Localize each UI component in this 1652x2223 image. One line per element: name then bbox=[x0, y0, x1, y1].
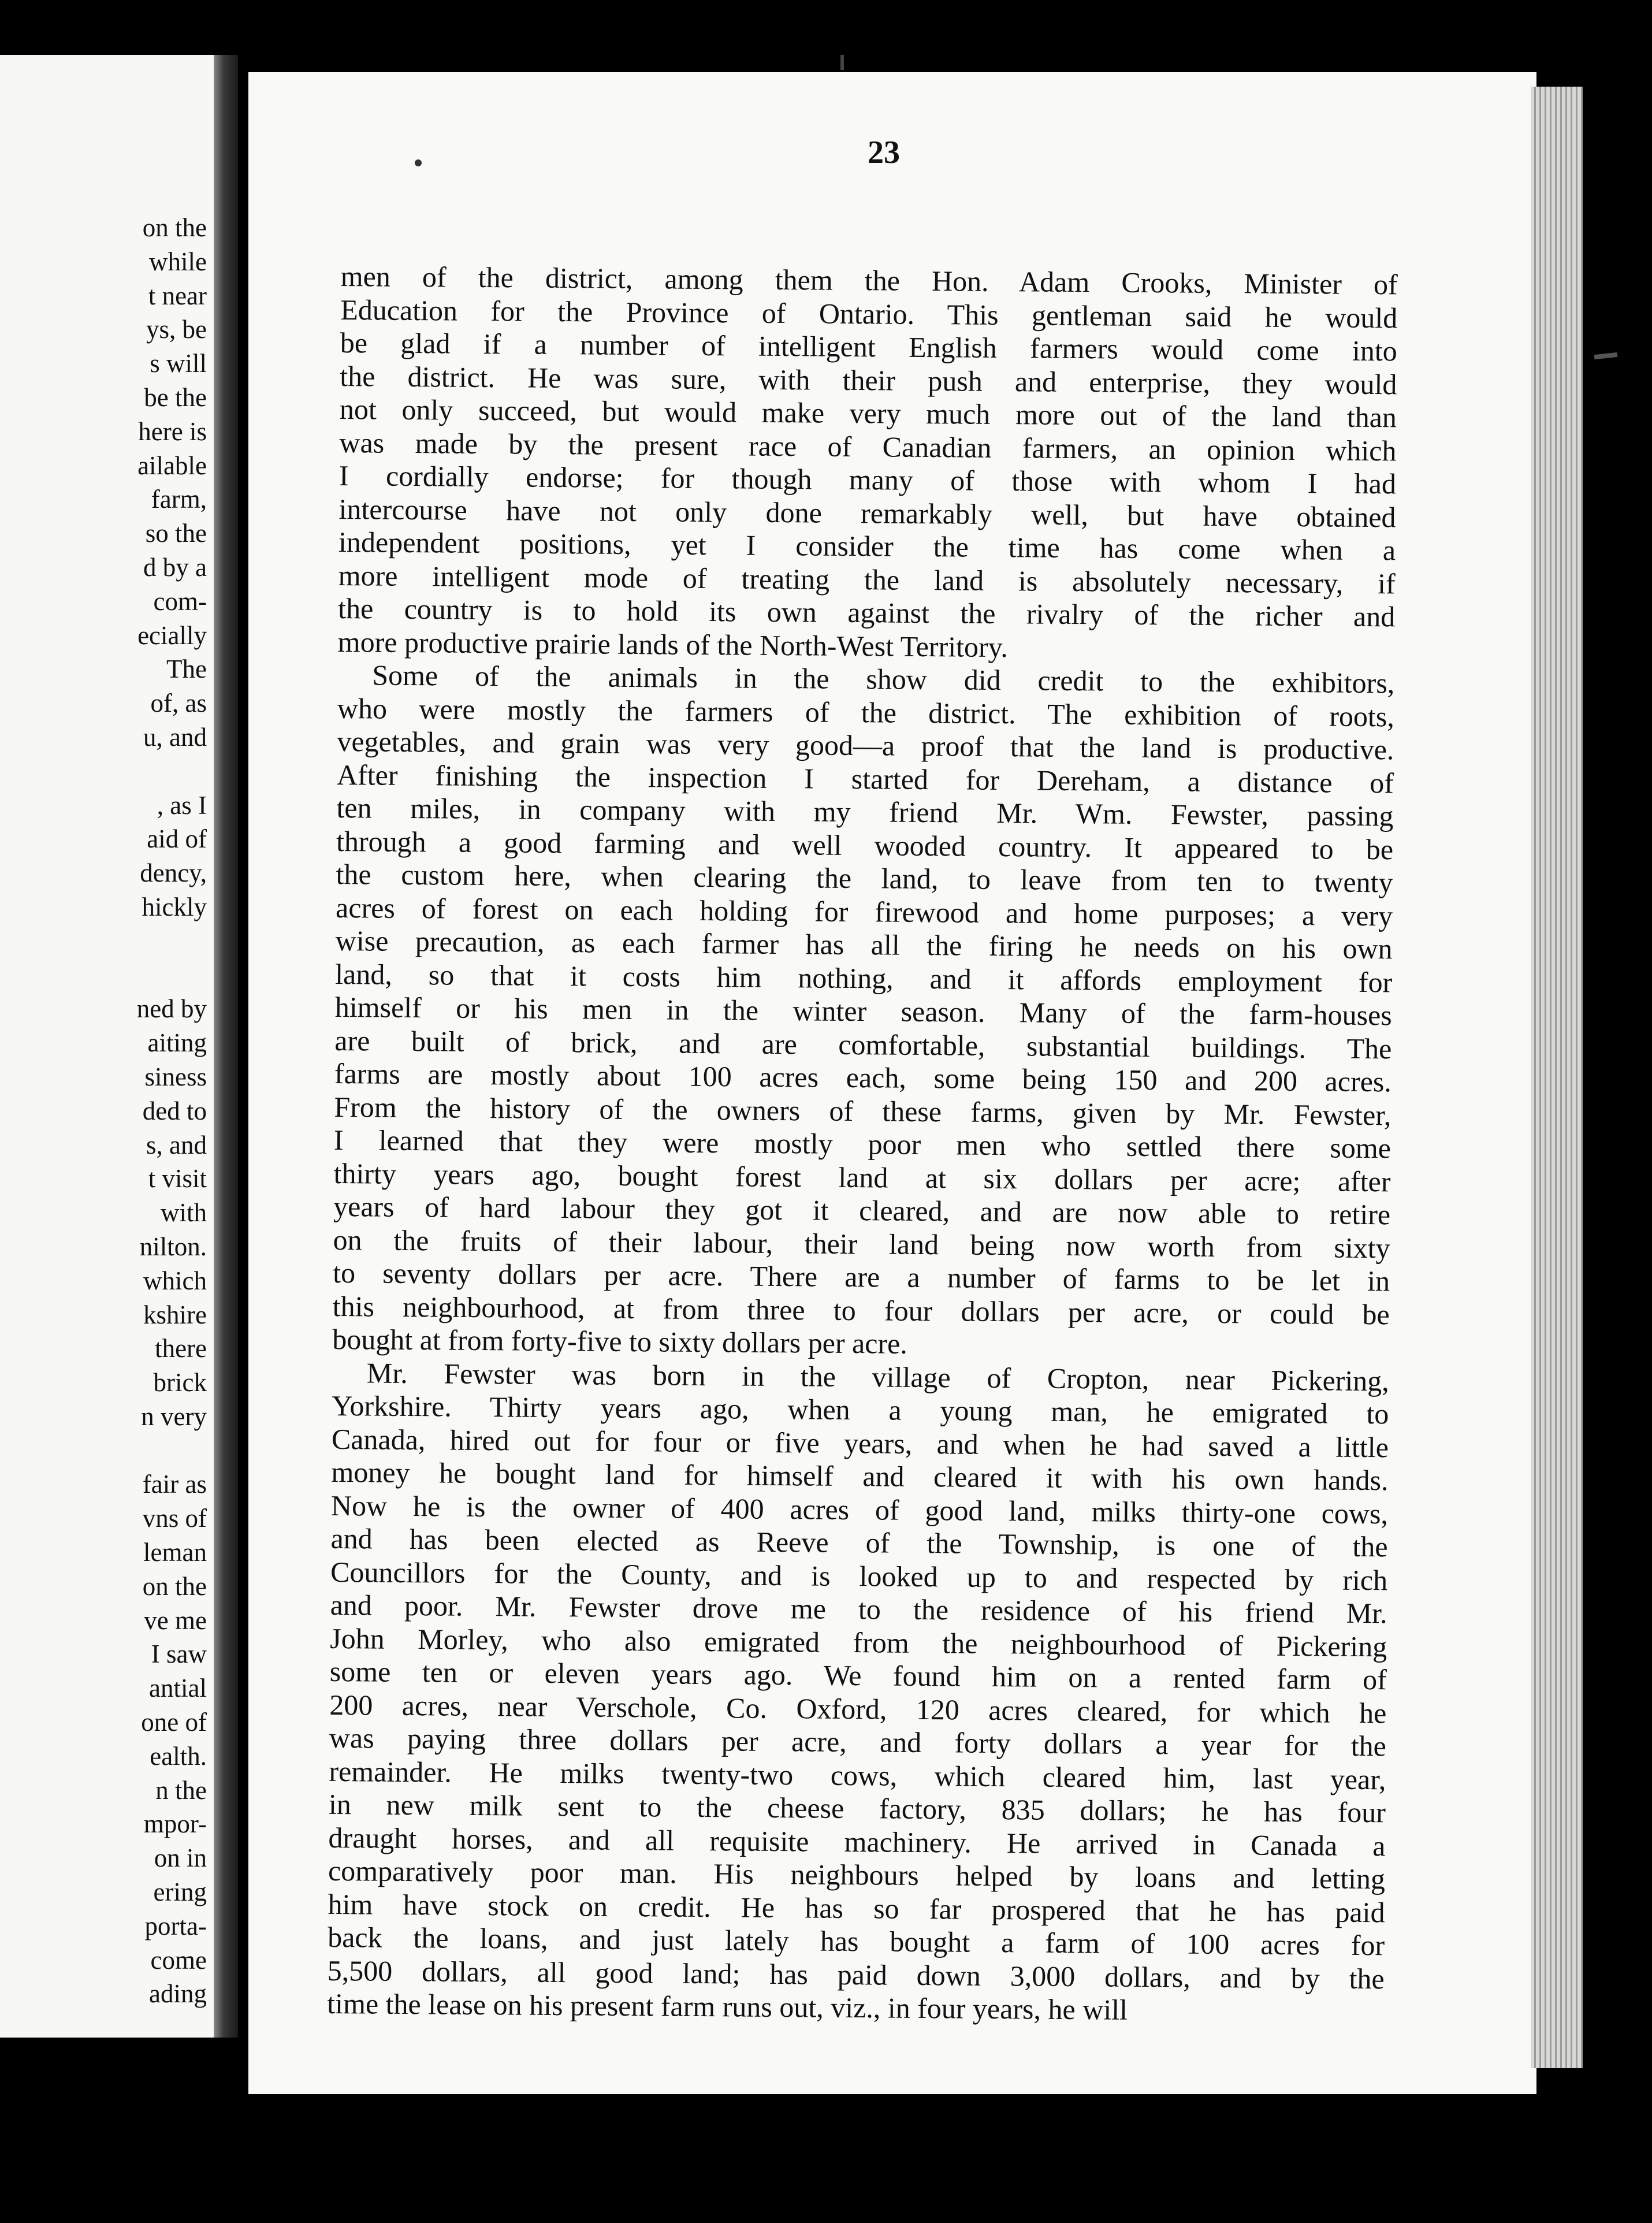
margin-mark bbox=[1594, 352, 1618, 359]
text-line: land, so that it costs him nothing, and it affords employment for bbox=[335, 957, 1393, 998]
text-line: back the loans, and just lately has bought a farm of 100 acres for bbox=[327, 1920, 1385, 1962]
ink-dot bbox=[415, 159, 422, 166]
text-line: farms are mostly about 100 acres each, some being 150 and 200 acres. bbox=[334, 1057, 1392, 1098]
left-page-line bbox=[137, 924, 207, 958]
page-edges bbox=[1531, 87, 1583, 2068]
text-line: was made by the present race of Canadian farmers, an opinion which bbox=[339, 426, 1397, 467]
left-page-line: be the bbox=[144, 382, 207, 412]
left-page-line bbox=[137, 1434, 207, 1468]
text-line: him have stock on credit. He has so far prospered that he has paid bbox=[328, 1887, 1385, 1928]
page-number: 23 bbox=[868, 135, 900, 170]
left-page-line: s, and bbox=[146, 1130, 207, 1159]
left-page-line: ve me bbox=[144, 1605, 207, 1635]
left-page-line: on the bbox=[142, 213, 207, 242]
text-line: draught horses, and all requisite machinery. He arrived in Canada a bbox=[328, 1821, 1386, 1862]
left-page-line: hickly bbox=[142, 892, 207, 921]
left-page-line: siness bbox=[144, 1062, 207, 1091]
text-line: comparatively poor man. His neighbours helped by loans and letting bbox=[328, 1854, 1386, 1895]
left-page-line: d by a bbox=[143, 552, 207, 582]
text-line: time the lease on his present farm runs out, viz., in four years, he will bbox=[327, 1987, 1128, 2026]
text-line: wise precaution, as each farmer has all the firing he needs on his own bbox=[335, 924, 1393, 965]
left-page-line bbox=[137, 754, 207, 789]
left-page-line: The bbox=[166, 655, 207, 684]
text-line: acres of forest on each holding for firewood and home purposes; a very bbox=[335, 891, 1393, 932]
body-text bbox=[327, 260, 1398, 2029]
text-line: more productive prairie lands of the North-West Territory. bbox=[337, 625, 1009, 663]
left-page-line: , as I bbox=[157, 790, 207, 820]
text-line: this neighbourhood, at from three to four dollars per acre, or could be bbox=[332, 1289, 1390, 1330]
left-page-line: aiting bbox=[147, 1028, 207, 1058]
top-mark bbox=[840, 55, 844, 70]
left-page-line: ys, be bbox=[146, 315, 207, 344]
left-page-line: vns of bbox=[142, 1504, 207, 1533]
left-page-text bbox=[137, 211, 207, 2011]
left-page-line: there bbox=[155, 1334, 207, 1363]
text-line: was paying three dollars per acre, and forty dollars a year for the bbox=[329, 1721, 1387, 1763]
text-line: the country is to hold its own against the rivalry of the richer and bbox=[338, 592, 1396, 633]
text-line: I learned that they were mostly poor men who settled there some bbox=[333, 1123, 1391, 1165]
left-page-line: with bbox=[160, 1198, 207, 1228]
left-page-line: s will bbox=[150, 349, 207, 378]
text-line: some ten or eleven years ago. We found him on a rented farm of bbox=[329, 1655, 1387, 1696]
text-line: years of hard labour they got it cleared, and are now able to retire bbox=[333, 1189, 1391, 1231]
text-line: I cordially endorse; for though many of those with whom I had bbox=[338, 459, 1397, 500]
left-page-line: kshire bbox=[143, 1300, 207, 1329]
text-line: After finishing the inspection I started for Dereham, a distance of bbox=[336, 758, 1394, 799]
text-line: Mr. Fewster was born in the village of Cropton, near Pickering, bbox=[366, 1356, 1390, 1397]
text-line: the district. He was sure, with their push and enterprise, they would bbox=[340, 359, 1397, 400]
left-page-line: n the bbox=[155, 1775, 207, 1805]
text-line: himself or his men in the winter season. Many of the farm-houses bbox=[334, 990, 1393, 1032]
text-line: Canada, hired out for four or five years, and when he had saved a little bbox=[331, 1422, 1389, 1463]
left-page-line bbox=[137, 958, 207, 992]
left-page-line: dency, bbox=[140, 858, 207, 888]
text-line: be glad if a number of intelligent English farmers would come into bbox=[340, 326, 1398, 367]
text-line: more intelligent mode of treating the land is absolutely necessary, if bbox=[338, 559, 1396, 600]
left-page-line: ailable bbox=[137, 451, 207, 480]
text-line: in new milk sent to the cheese factory, 835 dollars; he has four bbox=[328, 1787, 1386, 1829]
left-page-line: of, as bbox=[150, 689, 207, 718]
text-line: independent positions, yet I consider the time has come when a bbox=[338, 525, 1396, 567]
text-line: and has been elected as Reeve of the Township, is one of the bbox=[330, 1522, 1388, 1563]
text-line: through a good farming and well wooded country. It appeared to be bbox=[336, 824, 1394, 865]
text-line: Now he is the owner of 400 acres of good land, milks thirty-one cows, bbox=[330, 1489, 1389, 1530]
left-page-line: here is bbox=[138, 417, 207, 446]
text-line: 200 acres, near Verschole, Co. Oxford, 120 acres cleared, for which he bbox=[329, 1688, 1387, 1729]
text-line: to seventy dollars per acre. There are a number of farms to be let in bbox=[333, 1256, 1390, 1298]
left-page-line: I saw bbox=[151, 1640, 207, 1669]
left-page-line: ecially bbox=[137, 620, 207, 650]
text-line: ten miles, in company with my friend Mr. Wm. Fewster, passing bbox=[336, 791, 1394, 832]
text-line: and poor. Mr. Fewster drove me to the residence of his friend Mr. bbox=[330, 1588, 1387, 1630]
left-page-line: ned by bbox=[136, 994, 207, 1024]
left-page-line: n very bbox=[141, 1402, 207, 1431]
text-line: Yorkshire. Thirty years ago, when a young man, he emigrated to bbox=[332, 1389, 1389, 1430]
left-page-line: t visit bbox=[148, 1164, 207, 1194]
book-gutter bbox=[214, 55, 238, 2038]
text-line: Some of the animals in the show did credit to the exhibitors, bbox=[372, 659, 1395, 700]
text-line: 5,500 dollars, all good land; has paid down 3,000 dollars, and by the bbox=[327, 1954, 1385, 1995]
left-page-line: antial bbox=[149, 1674, 207, 1703]
left-page-line: porta- bbox=[144, 1911, 207, 1941]
text-line: on the fruits of their labour, their land being now worth from sixty bbox=[333, 1223, 1390, 1264]
left-page-line: brick bbox=[153, 1368, 207, 1397]
left-page-line: ading bbox=[149, 1979, 207, 2009]
text-line: Education for the Province of Ontario. This gentleman said he would bbox=[340, 293, 1398, 334]
text-line: are built of brick, and are comfortable, substantial buildings. The bbox=[334, 1024, 1392, 1065]
left-page-line: so the bbox=[145, 519, 207, 548]
left-page-line: nilton. bbox=[139, 1232, 207, 1261]
text-line: thirty years ago, bought forest land at six dollars per acre; after bbox=[333, 1157, 1391, 1198]
text-line: From the history of the owners of these farms, given by Mr. Fewster, bbox=[334, 1090, 1391, 1131]
left-page-line: com- bbox=[153, 586, 207, 616]
text-line: intercourse have not only done remarkably well, but have obtained bbox=[338, 492, 1396, 533]
left-page-line: ded to bbox=[142, 1096, 207, 1125]
text-line: bought at from forty-five to sixty dollars per acre. bbox=[332, 1322, 908, 1360]
left-page-line: on in bbox=[154, 1843, 207, 1873]
text-line: remainder. He milks twenty-two cows, which cleared him, last year, bbox=[329, 1754, 1386, 1796]
left-page-line: leman bbox=[143, 1538, 207, 1567]
left-page-line: which bbox=[143, 1266, 207, 1295]
text-line: who were mostly the farmers of the district. The exhibition of roots, bbox=[337, 692, 1395, 733]
text-line: not only succeed, but would make very much more out of the land than bbox=[339, 392, 1397, 434]
left-page-line: mpor- bbox=[143, 1809, 207, 1839]
text-line: men of the district, among them the Hon. Adam Crooks, Minister of bbox=[340, 260, 1398, 301]
text-line: money he bought land for himself and cleared it with his own hands. bbox=[331, 1455, 1389, 1497]
left-page-line: farm, bbox=[151, 485, 207, 514]
left-page-line: ealth. bbox=[150, 1741, 207, 1771]
left-page-line: ering bbox=[153, 1878, 207, 1907]
left-page-line: on the bbox=[142, 1571, 207, 1601]
text-line: vegetables, and grain was very good—a proof that the land is productive. bbox=[337, 724, 1394, 766]
left-page-line: fair as bbox=[142, 1470, 207, 1499]
left-page-line: one of bbox=[141, 1708, 207, 1737]
left-page-line: t near bbox=[148, 281, 207, 310]
text-line: Councillors for the County, and is looked up to and respected by rich bbox=[330, 1555, 1388, 1596]
left-page-line: come bbox=[150, 1945, 207, 1975]
left-page-fragment bbox=[0, 55, 214, 2038]
left-page-line: u, and bbox=[143, 722, 207, 752]
text-line: John Morley, who also emigrated from the neighbourhood of Pickering bbox=[330, 1622, 1387, 1663]
left-page-line: while bbox=[149, 247, 207, 276]
text-line: the custom here, when clearing the land, to leave from ten to twenty bbox=[336, 857, 1393, 899]
left-page-line: aid of bbox=[147, 824, 207, 854]
